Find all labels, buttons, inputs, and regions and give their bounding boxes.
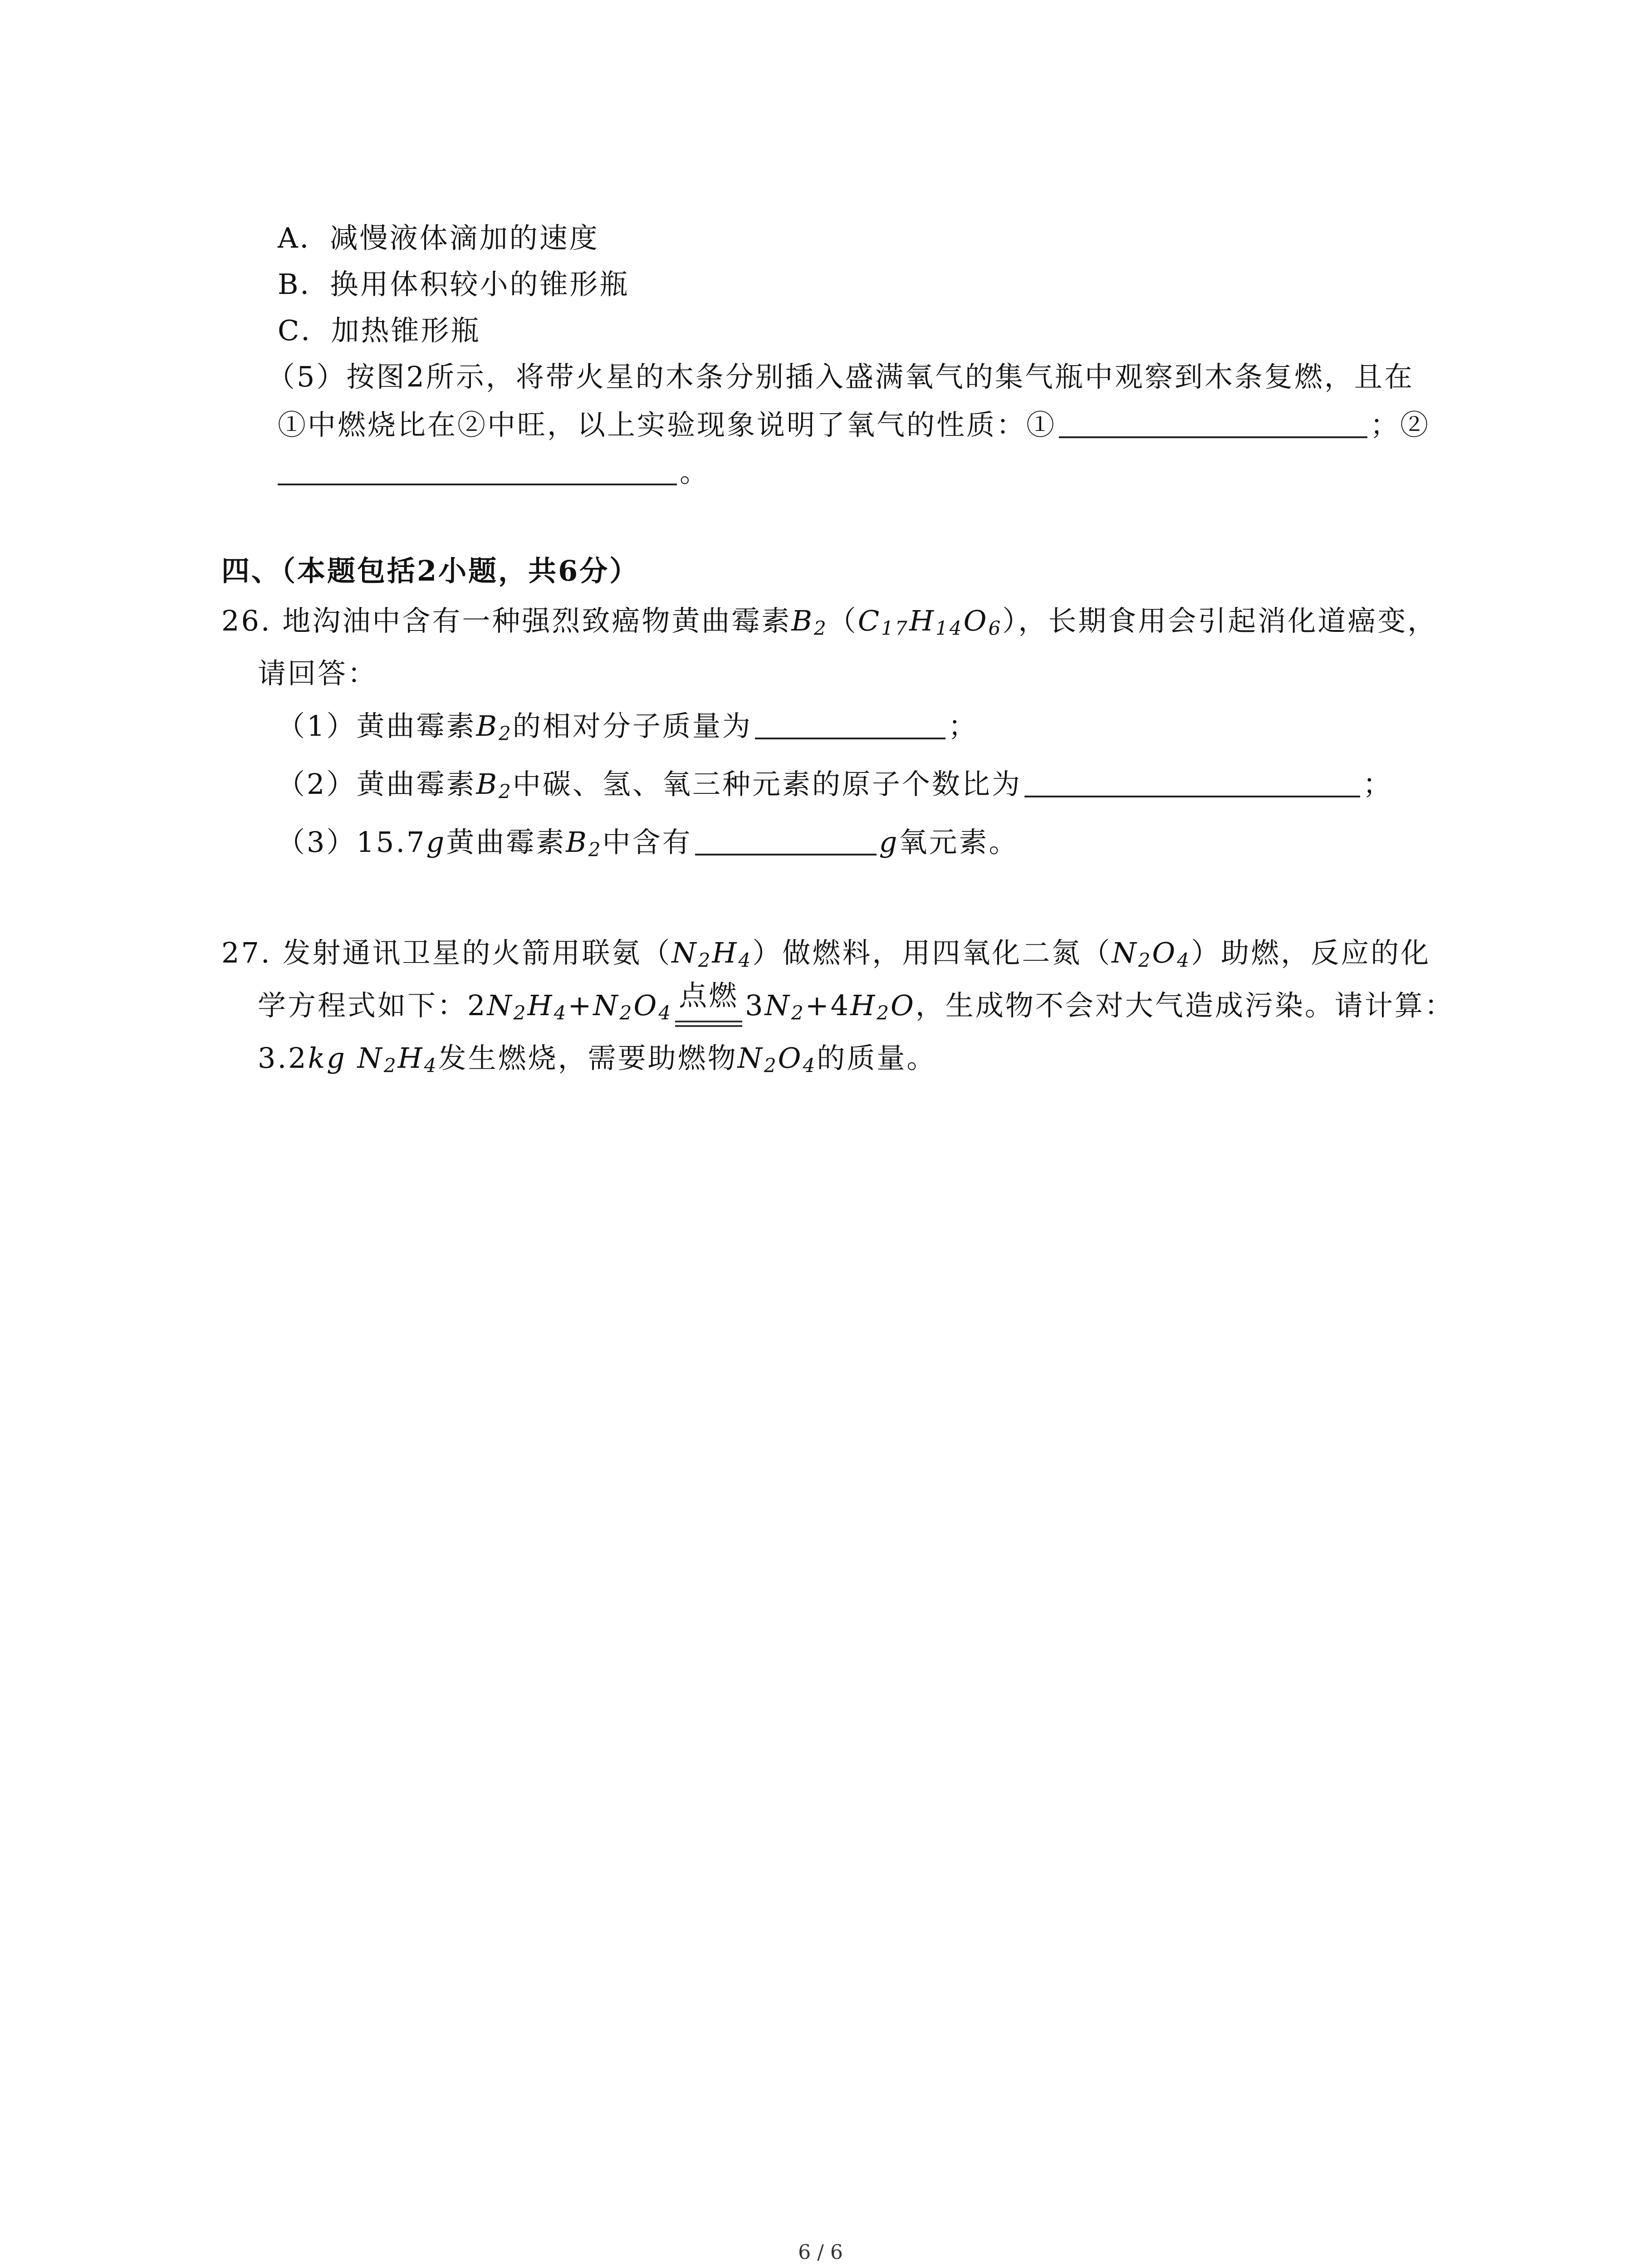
q26-sub1-blank[interactable] [755, 712, 945, 739]
q26-formula-c17h14o6: $C_{17}H_{14}O_6$ [857, 604, 1003, 640]
q5-line2 [278, 408, 1430, 441]
q5-answer-blank-1[interactable] [1059, 411, 1367, 438]
q27-formula-n2h4: $N_2H_4$ [671, 936, 753, 972]
q5-line3 [278, 455, 710, 489]
q26-sub2-end: ； [1362, 767, 1393, 801]
q27-line1 [221, 936, 1431, 972]
q27-line1-pre: 发射通讯卫星的火箭用联氨（ [282, 936, 672, 969]
q5-answer-blank-2[interactable] [278, 458, 677, 485]
q26-sub3-unit-g2: g [879, 826, 899, 859]
q26-paren-close: ），长期食用会引起消化道癌变， [1002, 604, 1438, 637]
q26-sub3-unit-g: g [426, 826, 446, 859]
option-b: B．换用体积较小的锥形瓶 [278, 268, 630, 301]
q27-equation-left: $2N_2H_4+N_2O_4$ [467, 989, 673, 1024]
q5-line3-end: 。 [680, 455, 710, 489]
q26-line2: 请回答： [258, 657, 378, 690]
q26-number: 26. [221, 604, 272, 637]
q26-sub3-formula: $B_2$ [566, 826, 603, 861]
q27-line3-post: 的质量。 [817, 1041, 937, 1075]
q26-sub3-end: 氧元素。 [899, 826, 1019, 859]
section-heading: 四、（本题包括2小题，共6分） [221, 554, 640, 587]
q27-line3 [258, 1041, 937, 1077]
q27-line1-post: ）助燃，反应的化 [1191, 936, 1431, 969]
q27-line3-mid: 发生燃烧，需要助燃物 [438, 1041, 738, 1075]
q26-text: 地沟油中含有一种强烈致癌物黄曲霉素 [282, 604, 792, 637]
q27-line2-post: ，生成物不会对大气造成污染。请计算： [915, 989, 1455, 1022]
option-a: A．减慢液体滴加的速度 [278, 221, 599, 254]
q27-line3-pre: 3.2 [258, 1041, 308, 1075]
q27-line1-mid: ）做燃料，用四氧化二氮（ [752, 936, 1112, 969]
q26-sub3-mid: 黄曲霉素 [446, 826, 566, 859]
q27-line2 [258, 979, 1455, 1024]
q27-equation-right: $3N_2+4H_2O$ [745, 989, 916, 1024]
q26-formula-b2: $B_2$ [791, 604, 828, 640]
q26-sub3-blank[interactable] [695, 828, 877, 855]
q27-condition: 点燃 [679, 979, 739, 1012]
q27-unit-kg: kg [308, 1041, 358, 1075]
q5-line2-text: ①中燃烧比在②中旺，以上实验现象说明了氧气的性质：① [278, 408, 1057, 441]
q26-sub1-pre: （1）黄曲霉素 [277, 709, 476, 743]
q27-line2-pre: 学方程式如下： [258, 989, 468, 1022]
q26-sub1-formula: $B_2$ [476, 709, 513, 745]
q26-sub1-end: ； [948, 709, 978, 743]
q26-sub3-pre: （3）15.7 [277, 826, 426, 859]
q26-paren-open: （ [828, 604, 858, 637]
q27-line3-formula-n2o4: $N_2O_4$ [737, 1041, 817, 1077]
q26-line1 [221, 604, 1438, 640]
option-c: C．加热锥形瓶 [278, 314, 481, 347]
q26-sub3-post: 中含有 [602, 826, 692, 859]
q27-number: 27. [221, 936, 272, 969]
q26-sub2-blank[interactable] [1024, 770, 1360, 797]
q26-sub2 [277, 767, 1393, 803]
q26-sub2-formula: $B_2$ [476, 767, 513, 803]
q26-sub2-post: 中碳、氢、氧三种元素的原子个数比为 [512, 767, 1022, 801]
q5-line1: （5）按图2所示，将带火星的木条分别插入盛满氧气的集气瓶中观察到木条复燃，且在 [267, 360, 1414, 393]
q26-sub2-pre: （2）黄曲霉素 [277, 767, 476, 801]
q27-reaction-arrow [672, 979, 745, 1020]
page-number: 6 / 6 [798, 2241, 843, 2264]
q5-line2-sep: ；② [1370, 408, 1430, 441]
q26-sub3 [277, 826, 1019, 861]
q26-sub1 [277, 709, 978, 745]
q26-sub1-post: 的相对分子质量为 [512, 709, 752, 743]
q27-line3-formula-n2h4: $N_2H_4$ [357, 1041, 438, 1077]
q27-formula-n2o4: $N_2O_4$ [1112, 936, 1191, 972]
